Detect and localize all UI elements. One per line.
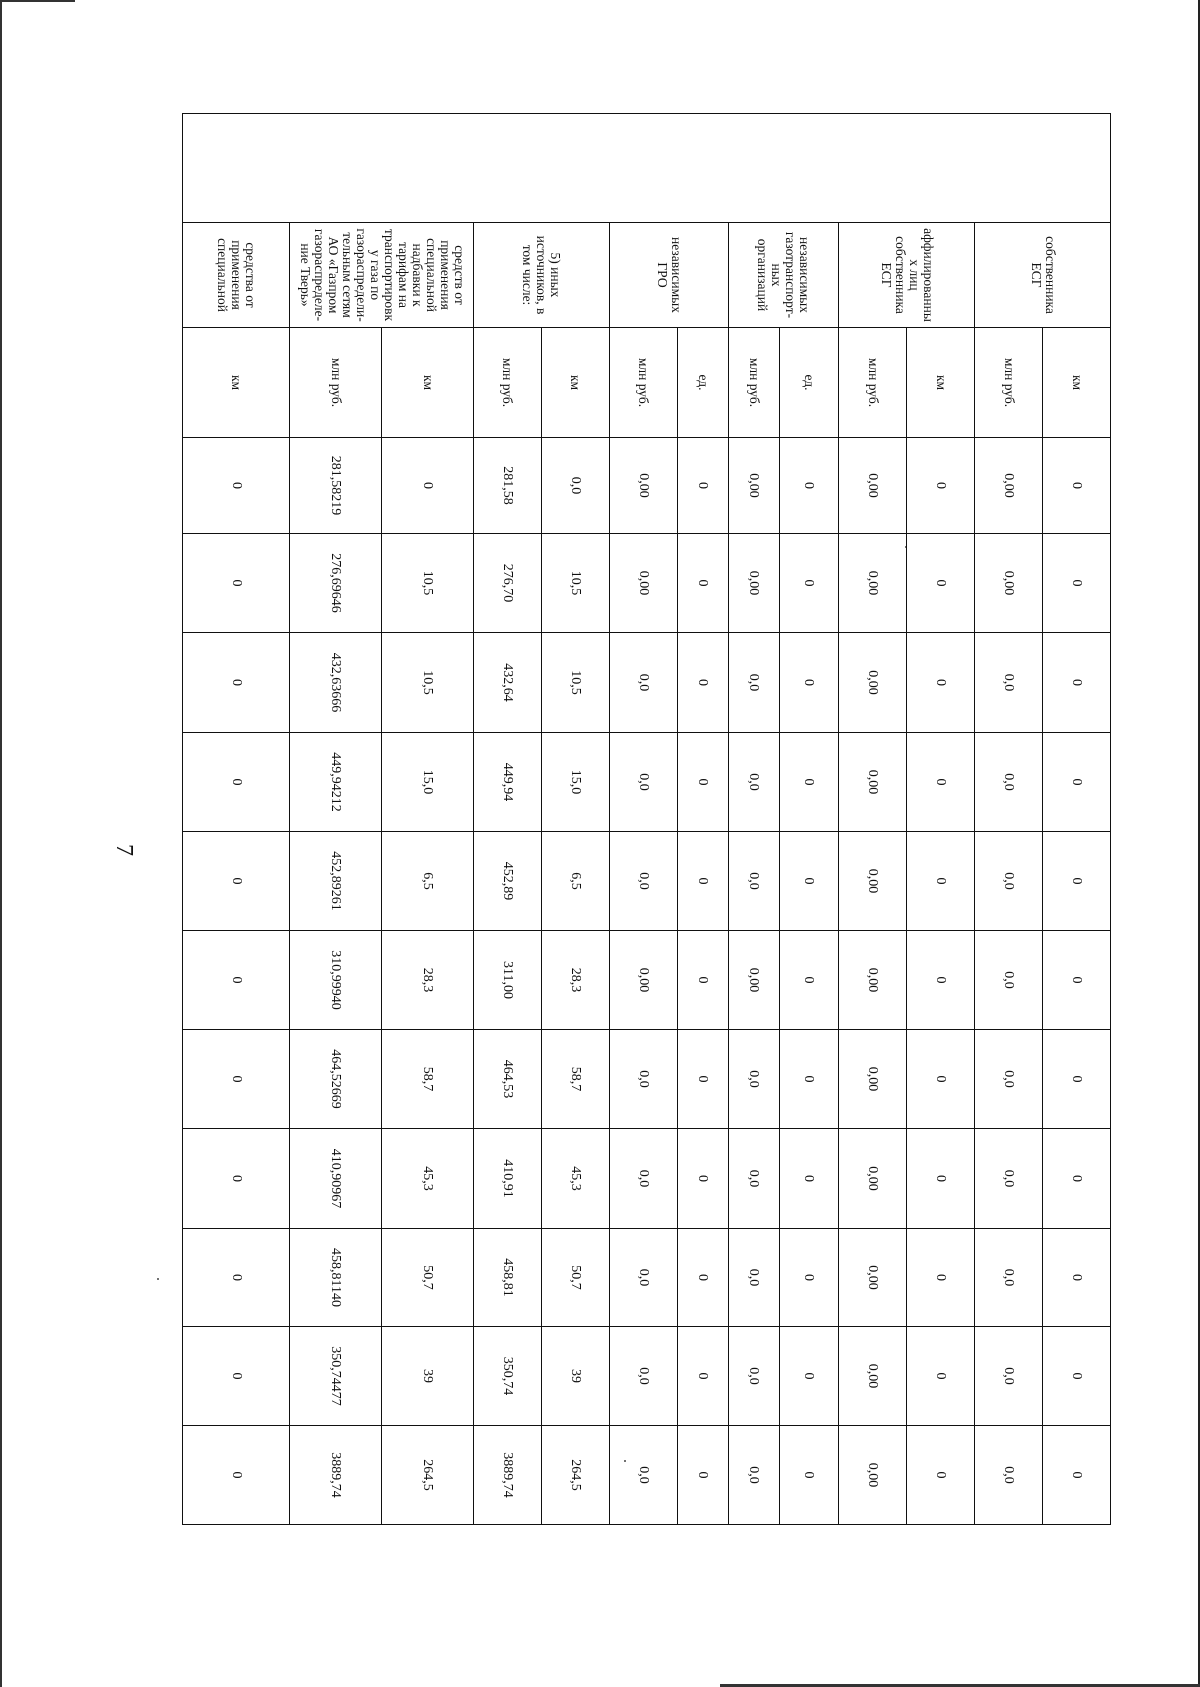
value-cell: 10,5 (382, 534, 474, 633)
value-cell: 45,3 (382, 1129, 474, 1229)
unit-cell: млн руб. (290, 328, 382, 438)
scan-speck (157, 1278, 159, 1280)
value-cell: 0 (1043, 832, 1111, 931)
value-cell: 0,0 (541, 438, 609, 534)
value-cell: 311,00 (473, 931, 541, 1030)
value-cell: 0 (1043, 1030, 1111, 1129)
value-cell: 310,99940 (290, 931, 382, 1030)
value-cell: 0,0 (975, 1229, 1043, 1327)
value-cell: 0,00 (839, 438, 907, 534)
value-cell: 0 (779, 832, 838, 931)
blank-column-cell (183, 114, 1111, 223)
value-cell: 0,0 (609, 733, 677, 832)
value-cell: 0 (1043, 438, 1111, 534)
value-cell: 10,5 (541, 534, 609, 633)
value-cell: 58,7 (382, 1030, 474, 1129)
value-cell: 0,00 (728, 438, 779, 534)
value-cell: 0 (183, 733, 290, 832)
unit-cell: млн руб. (609, 328, 677, 438)
value-cell: 6,5 (382, 832, 474, 931)
value-cell: 0,0 (975, 931, 1043, 1030)
table-row (1043, 114, 1111, 1581)
value-cell: 0 (907, 1327, 975, 1426)
table-row (677, 114, 728, 1581)
value-cell: 0,0 (975, 1426, 1043, 1525)
table-row (975, 114, 1043, 1581)
value-cell: 0,0 (728, 733, 779, 832)
value-cell: 0 (183, 534, 290, 633)
value-cell: 0,00 (839, 733, 907, 832)
unit-cell: ед. (779, 328, 838, 438)
value-cell: 0 (677, 1426, 728, 1525)
value-cell: 0,0 (975, 733, 1043, 832)
value-cell: 6,5 (541, 832, 609, 931)
value-cell: 0 (907, 832, 975, 931)
unit-cell: млн руб. (839, 328, 907, 438)
value-cell: 0 (779, 931, 838, 1030)
value-cell: 0 (382, 438, 474, 534)
row-label: средств от применения специальной надбавки к тарифам на транспортировку газа по газораспредели-тельным сетям АО «Газпром газораспределе-ние Тверь» (290, 223, 474, 328)
value-cell: 0,0 (609, 633, 677, 733)
value-cell: 0,00 (839, 1229, 907, 1327)
value-cell: 0,0 (975, 1030, 1043, 1129)
value-cell: 350,74 (473, 1327, 541, 1426)
value-cell: 0,0 (609, 1030, 677, 1129)
value-cell: 45,3 (541, 1129, 609, 1229)
value-cell: 0 (1043, 931, 1111, 1030)
table-row (609, 114, 677, 1581)
value-cell: 0,00 (839, 832, 907, 931)
value-cell: 0 (677, 1229, 728, 1327)
value-cell: 0 (779, 733, 838, 832)
value-cell: 0 (907, 534, 975, 633)
value-cell: 0,0 (728, 633, 779, 733)
value-cell: 0,0 (609, 1129, 677, 1229)
value-cell: 0 (1043, 1426, 1111, 1525)
value-cell: 15,0 (541, 733, 609, 832)
value-cell: 0 (183, 633, 290, 733)
value-cell: 0 (907, 733, 975, 832)
value-cell: 0,0 (728, 1327, 779, 1426)
value-cell: 0,00 (839, 1129, 907, 1229)
unit-cell: км (907, 328, 975, 438)
value-cell: 452,89 (473, 832, 541, 931)
data-table (182, 113, 1111, 1581)
value-cell: 410,90967 (290, 1129, 382, 1229)
value-cell: 264,5 (541, 1426, 609, 1525)
value-cell: 0 (907, 1129, 975, 1229)
value-cell: 0,0 (728, 1030, 779, 1129)
unit-cell: км (382, 328, 474, 438)
value-cell: 0 (677, 438, 728, 534)
table-row (290, 114, 382, 1581)
value-cell: 10,5 (382, 633, 474, 733)
value-cell: 50,7 (541, 1229, 609, 1327)
value-cell: 3889,74 (290, 1426, 382, 1525)
value-cell: 0,00 (839, 1426, 907, 1525)
value-cell: 0,00 (728, 931, 779, 1030)
value-cell: 264,5 (382, 1426, 474, 1525)
value-cell: 39 (382, 1327, 474, 1426)
row-label: независимых ГРО (609, 223, 728, 328)
value-cell: 281,58219 (290, 438, 382, 534)
value-cell: 0,00 (839, 1327, 907, 1426)
value-cell: 0 (183, 832, 290, 931)
page-number: 7 (111, 844, 137, 856)
value-cell: 50,7 (382, 1229, 474, 1327)
value-cell: 58,7 (541, 1030, 609, 1129)
value-cell: 0 (779, 1030, 838, 1129)
row-label: аффилированных лиц собственника ЕСГ (839, 223, 975, 328)
row-label: 5) иных источников, в том числе: (473, 223, 609, 328)
value-cell: 15,0 (382, 733, 474, 832)
unit-cell: км (541, 328, 609, 438)
table-row (728, 114, 779, 1581)
value-cell: 0 (183, 1229, 290, 1327)
value-cell: 0 (677, 832, 728, 931)
value-cell: 0,0 (728, 1426, 779, 1525)
row-label: средства от применения специальной (183, 223, 290, 328)
value-cell: 0,0 (728, 1129, 779, 1229)
value-cell: 458,81140 (290, 1229, 382, 1327)
value-cell: 0,0 (609, 1426, 677, 1525)
value-cell: 0,00 (975, 534, 1043, 633)
value-cell: 10,5 (541, 633, 609, 733)
value-cell: 0,00 (839, 633, 907, 733)
value-cell: 276,70 (473, 534, 541, 633)
unit-cell: млн руб. (473, 328, 541, 438)
value-cell: 0,00 (839, 931, 907, 1030)
value-cell: 0 (907, 1229, 975, 1327)
value-cell: 449,94212 (290, 733, 382, 832)
table-row (183, 114, 290, 1581)
value-cell: 0,00 (609, 534, 677, 633)
table-row (541, 114, 609, 1581)
value-cell: 0 (183, 1030, 290, 1129)
value-cell: 432,64 (473, 633, 541, 733)
value-cell: 0 (677, 1129, 728, 1229)
table-row (779, 114, 838, 1581)
value-cell: 0,0 (975, 832, 1043, 931)
value-cell: 0 (907, 1426, 975, 1525)
value-cell: 0 (1043, 733, 1111, 832)
value-cell: 0 (779, 1229, 838, 1327)
value-cell: 28,3 (541, 931, 609, 1030)
unit-cell: км (1043, 328, 1111, 438)
value-cell: 458,81 (473, 1229, 541, 1327)
value-cell: 464,52669 (290, 1030, 382, 1129)
row-label: независимых газотранспорт-ных организаций (728, 223, 838, 328)
value-cell: 0 (779, 633, 838, 733)
value-cell: 0,00 (609, 931, 677, 1030)
value-cell: 0,00 (839, 1030, 907, 1129)
value-cell: 0 (907, 438, 975, 534)
value-cell: 0 (779, 1129, 838, 1229)
value-cell: 0,00 (839, 534, 907, 633)
unit-cell: млн руб. (975, 328, 1043, 438)
value-cell: 0 (1043, 534, 1111, 633)
value-cell: 0 (907, 1030, 975, 1129)
value-cell: 0,0 (609, 1327, 677, 1426)
value-cell: 0,0 (609, 832, 677, 931)
value-cell: 39 (541, 1327, 609, 1426)
value-cell: 0 (779, 1327, 838, 1426)
value-cell: 3889,74 (473, 1426, 541, 1525)
value-cell: 0 (183, 1426, 290, 1525)
value-cell: 0 (779, 438, 838, 534)
value-cell: 0,0 (728, 832, 779, 931)
unit-cell: км (183, 328, 290, 438)
value-cell: 0 (1043, 1229, 1111, 1327)
value-cell: 0 (677, 931, 728, 1030)
unit-cell: ед. (677, 328, 728, 438)
value-cell: 0,0 (975, 633, 1043, 733)
value-cell: 0 (677, 633, 728, 733)
value-cell: 0 (677, 1327, 728, 1426)
value-cell: 350,74477 (290, 1327, 382, 1426)
value-cell: 0 (1043, 1129, 1111, 1229)
value-cell: 0 (677, 534, 728, 633)
value-cell: 0 (1043, 633, 1111, 733)
row-label: собственника ЕСГ (975, 223, 1111, 328)
table-row (473, 114, 541, 1581)
value-cell: 28,3 (382, 931, 474, 1030)
value-cell: 0,00 (975, 438, 1043, 534)
value-cell: 432,63666 (290, 633, 382, 733)
value-cell: 0 (779, 534, 838, 633)
value-cell: 452,89261 (290, 832, 382, 931)
value-cell: 276,69646 (290, 534, 382, 633)
value-cell: 0 (677, 1030, 728, 1129)
value-cell: 0,00 (728, 534, 779, 633)
value-cell: 0 (183, 438, 290, 534)
value-cell: 410,91 (473, 1129, 541, 1229)
value-cell: 0 (907, 931, 975, 1030)
table-row (907, 114, 975, 1581)
value-cell: 0 (677, 733, 728, 832)
value-cell: 0 (183, 931, 290, 1030)
scan-edge-top (0, 0, 75, 2)
table-row (839, 114, 907, 1581)
table-row (382, 114, 474, 1581)
rotated-table-wrapper (182, 113, 1111, 1580)
value-cell: 0,0 (975, 1327, 1043, 1426)
value-cell: 0,0 (609, 1229, 677, 1327)
value-cell: 0 (183, 1327, 290, 1426)
value-cell: 0,0 (975, 1129, 1043, 1229)
value-cell: 449,94 (473, 733, 541, 832)
value-cell: 0 (907, 633, 975, 733)
value-cell: 464,53 (473, 1030, 541, 1129)
scan-edge-left (0, 0, 2, 1687)
unit-cell: млн руб. (728, 328, 779, 438)
value-cell: 0 (779, 1426, 838, 1525)
value-cell: 0,00 (609, 438, 677, 534)
value-cell: 0 (1043, 1327, 1111, 1426)
value-cell: 0 (183, 1129, 290, 1229)
value-cell: 0,0 (728, 1229, 779, 1327)
value-cell: 281,58 (473, 438, 541, 534)
